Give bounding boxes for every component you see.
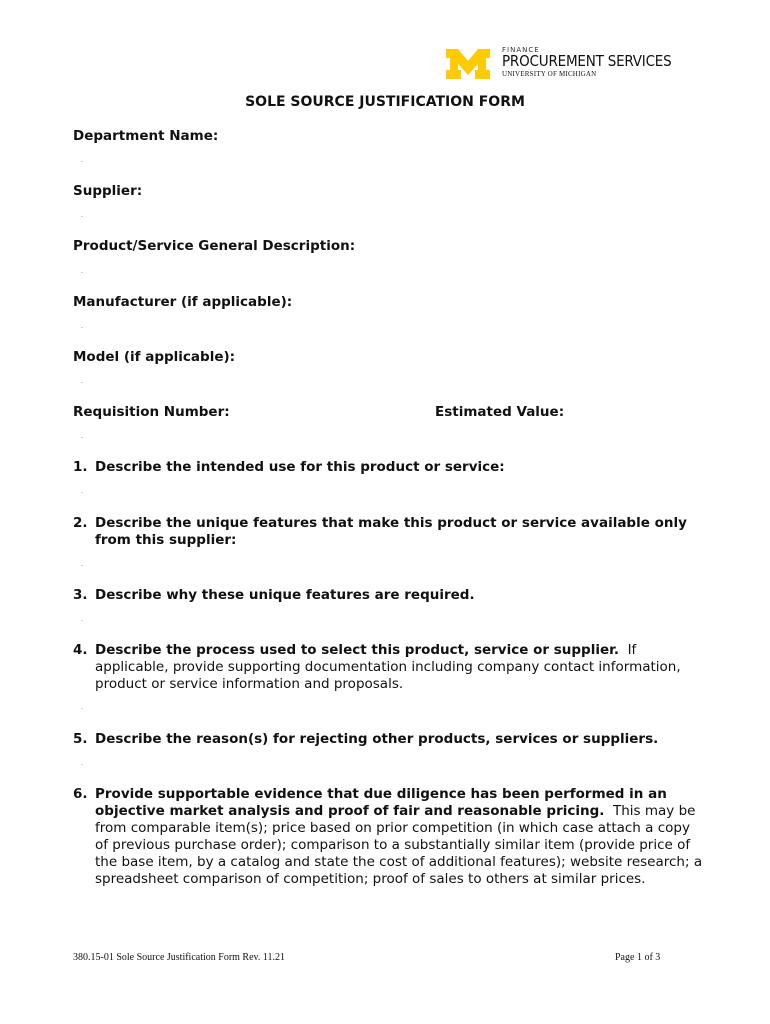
question-6: 6. Provide supportable evidence that due diligence has been performed in an objective market analysis and proof of fair and reasonable pricing. This may be from comparable item(s); price based on prior competition (in which case attach a copy of previous purchase order); comparison to a substantially similar item (provide price of the base item, by a catalog and state the cost of additional features); website research; a spreadsheet comparison of competition; proof of sales to others at similar prices. bbox=[73, 786, 703, 887]
question-5: 5. Describe the reason(s) for rejecting other products, services or suppliers. bbox=[73, 731, 659, 747]
footer-form-id: 380.15-01 Sole Source Justification Form Rev. 11.21 bbox=[73, 952, 286, 963]
supplier-field[interactable] bbox=[81, 216, 83, 217]
question-3: 3. Describe why these unique features are required. bbox=[73, 587, 475, 603]
procurement-logo bbox=[446, 46, 686, 82]
question-6-text: Provide supportable evidence that due diligence has been performed in an objective market analysis and proof of fair and reasonable pricing. bbox=[95, 786, 667, 819]
department-name-field[interactable] bbox=[81, 161, 83, 162]
question-4-text: Describe the process used to select this product, service or supplier. bbox=[95, 642, 619, 658]
question-2: 2. Describe the unique features that make this product or service available only from this supplier: bbox=[73, 515, 687, 548]
question-1: 1. Describe the intended use for this product or service: bbox=[73, 459, 505, 475]
question-4-field[interactable] bbox=[81, 708, 83, 709]
question-5-text: Describe the reason(s) for rejecting other products, services or suppliers. bbox=[95, 731, 659, 747]
model-field[interactable] bbox=[81, 382, 83, 383]
model-label: Model (if applicable): bbox=[73, 349, 236, 365]
question-1-text: Describe the intended use for this product or service: bbox=[95, 459, 505, 475]
question-2-field[interactable] bbox=[81, 565, 83, 566]
supplier-label: Supplier: bbox=[73, 183, 143, 199]
manufacturer-label: Manufacturer (if applicable): bbox=[73, 294, 293, 310]
question-1-field[interactable] bbox=[81, 492, 83, 493]
logo-university-text: UNIVERSITY OF MICHIGAN bbox=[502, 70, 597, 78]
question-3-text: Describe why these unique features are required. bbox=[95, 587, 475, 603]
manufacturer-field[interactable] bbox=[81, 327, 83, 328]
question-3-field[interactable] bbox=[81, 620, 83, 621]
form-title: SOLE SOURCE JUSTIFICATION FORM bbox=[245, 94, 525, 110]
block-m-logo-icon bbox=[446, 49, 490, 79]
question-4-detail: If applicable, provide supporting documentation including company contact information, product or service information and proposals. bbox=[95, 642, 681, 692]
question-2-text: Describe the unique features that make this product or service available only from this supplier: bbox=[95, 515, 687, 548]
requisition-number-field[interactable] bbox=[81, 437, 83, 438]
product-description-field[interactable] bbox=[81, 272, 83, 273]
question-4: 4. Describe the process used to select this product, service or supplier. If applicable, provide supporting documentation including company contact information, product or service information and proposals. bbox=[73, 642, 681, 692]
product-description-label: Product/Service General Description: bbox=[73, 238, 356, 254]
requisition-number-label: Requisition Number: bbox=[73, 404, 230, 420]
question-6-detail: This may be from comparable item(s); price based on prior competition (in which case attach a copy of previous purchase order); comparison to a substantially similar item (provide price of the base item, by a catalog and state the cost of additional features); website research; a spreadsheet comparison of competition; proof of sales to others at similar prices. bbox=[95, 803, 703, 887]
estimated-value-label: Estimated Value: bbox=[435, 404, 565, 420]
logo-finance-text: FINANCE bbox=[502, 46, 540, 54]
question-5-field[interactable] bbox=[81, 764, 83, 765]
logo-procurement-text: PROCUREMENT SERVICES bbox=[502, 52, 672, 70]
footer-page-number: Page 1 of 3 bbox=[615, 952, 661, 963]
department-name-label: Department Name: bbox=[73, 128, 219, 144]
